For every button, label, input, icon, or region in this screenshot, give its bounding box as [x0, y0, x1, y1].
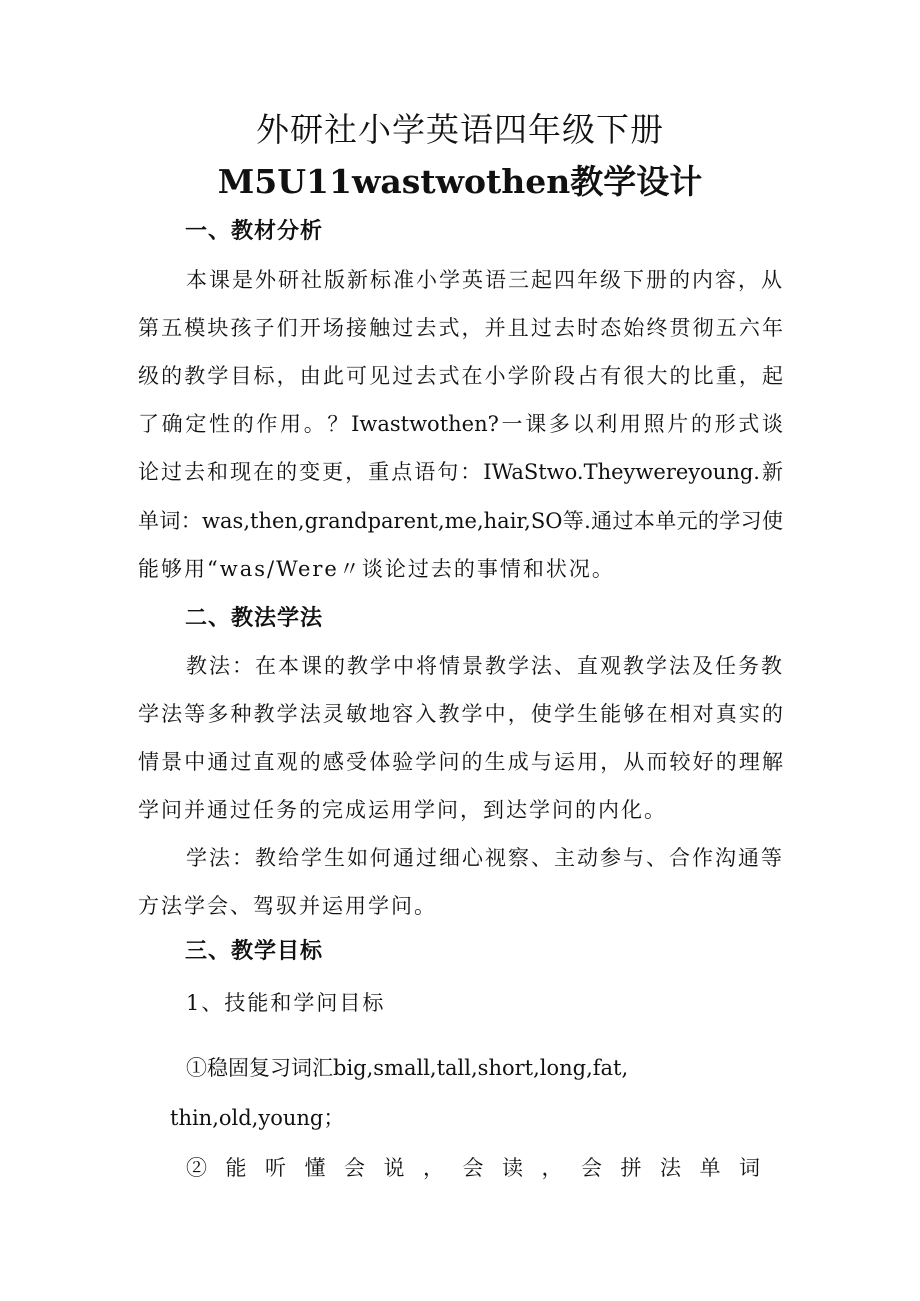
subsection-heading: 1、技能和学问目标: [186, 991, 386, 1015]
document-title-line1: 外研社小学英语四年级下册: [256, 110, 664, 149]
section1-line: 单词：was,then,grandparent,me,hair,SO等.通过本单元的学习使: [138, 509, 783, 533]
section3-heading: 三、教学目标: [185, 939, 324, 964]
section1-line: 第五模块孩子们开场接触过去式，并且过去时态始终贯彻五六年: [138, 316, 783, 340]
section1-line: 能够用“was/Were〃谈论过去的事情和状况。: [138, 557, 615, 581]
objective-item: ②能听懂会说，会读，会拼法单词: [186, 1156, 776, 1180]
objective-item-continued: thin,old,young；: [170, 1106, 345, 1130]
section1-heading: 一、教材分析: [185, 219, 324, 244]
section1-line: 级的教学目标，由此可见过去式在小学阶段占有很大的比重，起: [138, 364, 783, 388]
section2-line: 方法学会、驾驭并运用学问。: [138, 894, 437, 918]
section2-line: 教法：在本课的教学中将情景教学法、直观教学法及任务教: [186, 654, 784, 678]
section1-line: 本课是外研社版新标准小学英语三起四年级下册的内容，从: [186, 268, 784, 292]
document-title-line2: M5U11wastwothen教学设计: [217, 162, 703, 201]
objective-item: ①稳固复习词汇big,small,tall,short,long,fat,: [186, 1056, 629, 1080]
section1-line: 论过去和现在的变更，重点语句：IWaStwo.Theywereyoung.新: [138, 460, 783, 484]
section2-heading: 二、教法学法: [185, 606, 324, 631]
section2-line: 学法：教给学生如何通过细心视察、主动参与、合作沟通等: [186, 846, 784, 870]
section1-line: 了确定性的作用。？Iwastwothen?一课多以利用照片的形式谈: [138, 412, 783, 436]
section2-line: 学问并通过任务的完成运用学问，到达学问的内化。: [138, 798, 667, 822]
section2-line: 情景中通过直观的感受体验学问的生成与运用，从而较好的理解: [138, 750, 783, 774]
section2-line: 学法等多种教学法灵敏地容入教学中，使学生能够在相对真实的: [138, 702, 783, 726]
